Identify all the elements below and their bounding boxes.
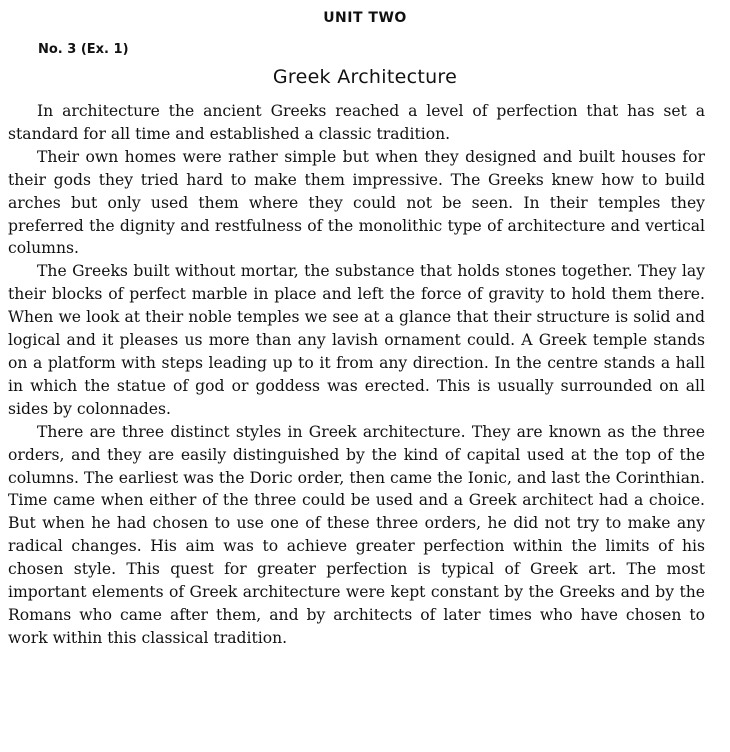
paragraph: The Greeks built without mortar, the substance that holds stones together. They lay their blocks of perfect marble in place and left the force of gravity to hold them there. When we look at their noble temples we see at a glance that their structure is solid and logical and it pleases us more than any lavish ornament could. A Greek temple stands on a platform with steps leading up to it from any direction. In the centre stands a hall in which the statue of god or goddess was erected. This is usually surrounded on all sides by colonnades. (8, 262, 705, 418)
paragraph: There are three distinct styles in Greek architecture. They are known as the three orders, and they are easily distinguished by the kind of capital used at the top of the columns. The earliest was the Doric order, then came the Ionic, and last the Corinthian. Time came when either of the three could be used and a Greek architect had a choice. But when he had chosen to use one of these three orders, he did not try to make any radical changes. His aim was to achieve greater perfection within the limits of his chosen style. This quest for greater perfection is typical of Greek art. The most important elements of Greek architecture were kept constant by the Greeks and by the Romans who came after them, and by architects of later times who have chosen to work within this classical tradition. (8, 422, 705, 647)
article-body (8, 100, 705, 650)
paragraph: In architecture the ancient Greeks reached a level of perfection that has set a standard for all time and established a classic tradition. (8, 102, 705, 143)
unit-heading: UNIT TWO (323, 10, 407, 26)
paragraph: Their own homes were rather simple but when they designed and built houses for their gods they tried hard to make them impressive. The Greeks knew how to build arches but only used them where they could not be seen. In their temples they preferred the dignity and restfulness of the monolithic type of architecture and vertical columns. (8, 147, 705, 258)
exercise-label: No. 3 (Ex. 1) (38, 42, 129, 57)
article-title: Greek Architecture (272, 66, 458, 88)
